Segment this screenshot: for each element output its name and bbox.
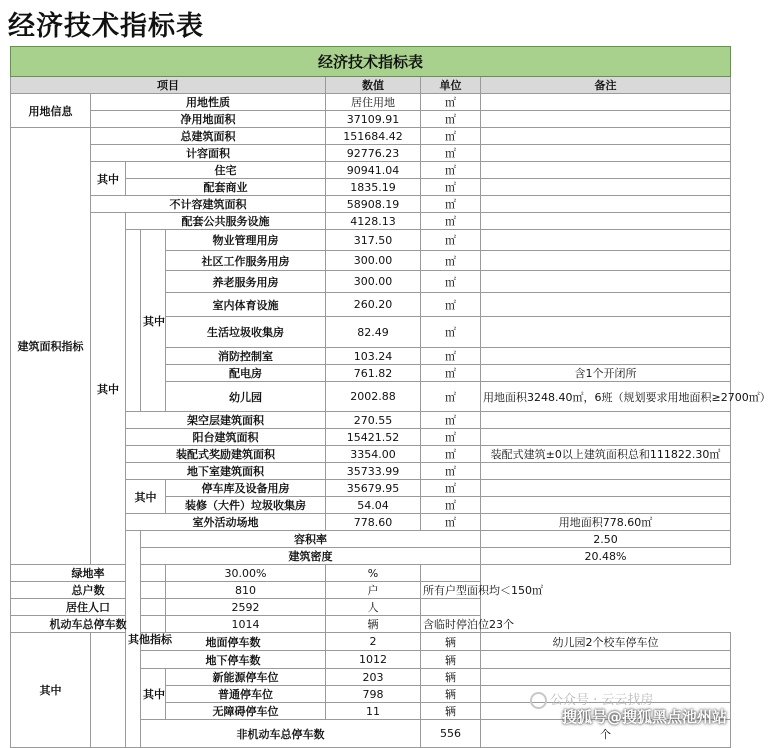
table-row: 建筑密度 20.48% (11, 548, 731, 565)
table-row: 总户数 810 户 所有户型面积均＜150㎡ (11, 582, 731, 599)
header-value: 数值 (326, 77, 421, 94)
table-row: 机动车总停车数 1014 辆 含临时停泊位23个 (11, 616, 731, 633)
sub-label: 其中 (91, 213, 126, 565)
table-row: 社区工作服务用房 300.00 ㎡ (11, 251, 731, 271)
table-row: 其中 物业管理用房 317.50 ㎡ (11, 230, 731, 251)
header-unit: 单位 (421, 77, 481, 94)
group-other: 其他指标 (126, 531, 141, 748)
page-title: 经济技术指标表 (8, 11, 204, 42)
table-row: 无障碍停车位 11 辆 (11, 703, 731, 720)
header-item: 项目 (11, 77, 326, 94)
table-row: 其中 住宅 90941.04 ㎡ (11, 162, 731, 179)
wechat-icon (530, 692, 547, 709)
table-row: 配套商业 1835.19 ㎡ (11, 179, 731, 196)
group-building: 建筑面积指标 (11, 128, 91, 565)
sub-label: 其中 (91, 162, 126, 196)
table-row: 其中 配套公共服务设施 4128.13 ㎡ (11, 213, 731, 230)
table-row: 装修（大件）垃圾收集房 54.04 ㎡ (11, 497, 731, 514)
table-row: 普通停车位 798 辆 (11, 686, 731, 703)
table-row: 配电房 761.82 ㎡ 含1个开闭所 (11, 365, 731, 382)
table-row: 室外活动场地 778.60 ㎡ 用地面积778.60㎡ (11, 514, 731, 531)
header-note: 备注 (481, 77, 731, 94)
table-row: 居住人口 2592 人 (11, 599, 731, 616)
table-row: 地下室建筑面积 35733.99 ㎡ (11, 463, 731, 480)
header-row (11, 77, 731, 94)
watermark-site: 搜狐号@搜狐黑点池州站 (562, 708, 728, 726)
table-row: 幼儿园 2002.88 ㎡ 用地面积3248.40㎡，6班（规划要求用地面积≥2700㎡） (11, 382, 731, 412)
table-row: 其中 停车库及设备用房 35679.95 ㎡ (11, 480, 731, 497)
table-row: 建筑面积指标 总建筑面积 151684.42 ㎡ (11, 128, 731, 145)
table-row: 装配式奖励建筑面积 3354.00 ㎡ 装配式建筑±0以上建筑面积总和111822.30㎡ (11, 446, 731, 463)
table-title: 经济技术指标表 (11, 47, 731, 77)
table-row: 架空层建筑面积 270.55 ㎡ (11, 412, 731, 429)
indicator-table (10, 46, 771, 748)
table-row: 地下停车数 1012 辆 (11, 651, 731, 669)
table-row: 生活垃圾收集房 82.49 ㎡ (11, 317, 731, 348)
table-row: 其他指标 容积率 2.50 (11, 531, 731, 548)
sub-label: 其中 (141, 669, 166, 720)
table-row: 室内体育设施 260.20 ㎡ (11, 293, 731, 317)
sub-label: 其中 (126, 480, 166, 514)
sub-label: 其中 (141, 230, 166, 412)
table-row: 阳台建筑面积 15421.52 ㎡ (11, 429, 731, 446)
table-row: 用地信息 用地性质 居住用地 ㎡ (11, 94, 731, 111)
table-row: 养老服务用房 300.00 ㎡ (11, 271, 731, 293)
group-land: 用地信息 (11, 94, 91, 128)
table-row: 消防控制室 103.24 ㎡ (11, 348, 731, 365)
table-row: 其中 新能源停车位 203 辆 (11, 669, 731, 686)
table-row: 绿地率 30.00% % (11, 565, 731, 582)
watermark-account: 公众号 · 云云找房 (530, 689, 653, 709)
table-row: 净用地面积 37109.91 ㎡ (11, 111, 731, 128)
table-row: 非机动车总停车数 556 个 (11, 720, 731, 748)
table-banner (11, 47, 731, 77)
sub-label: 其中 (11, 633, 91, 748)
table-row: 计容面积 92776.23 ㎡ (11, 145, 731, 162)
table-row: 其中 地面停车数 2 辆 幼儿园2个校车停车位 (11, 633, 731, 651)
table-row: 不计容建筑面积 58908.19 ㎡ (11, 196, 731, 213)
